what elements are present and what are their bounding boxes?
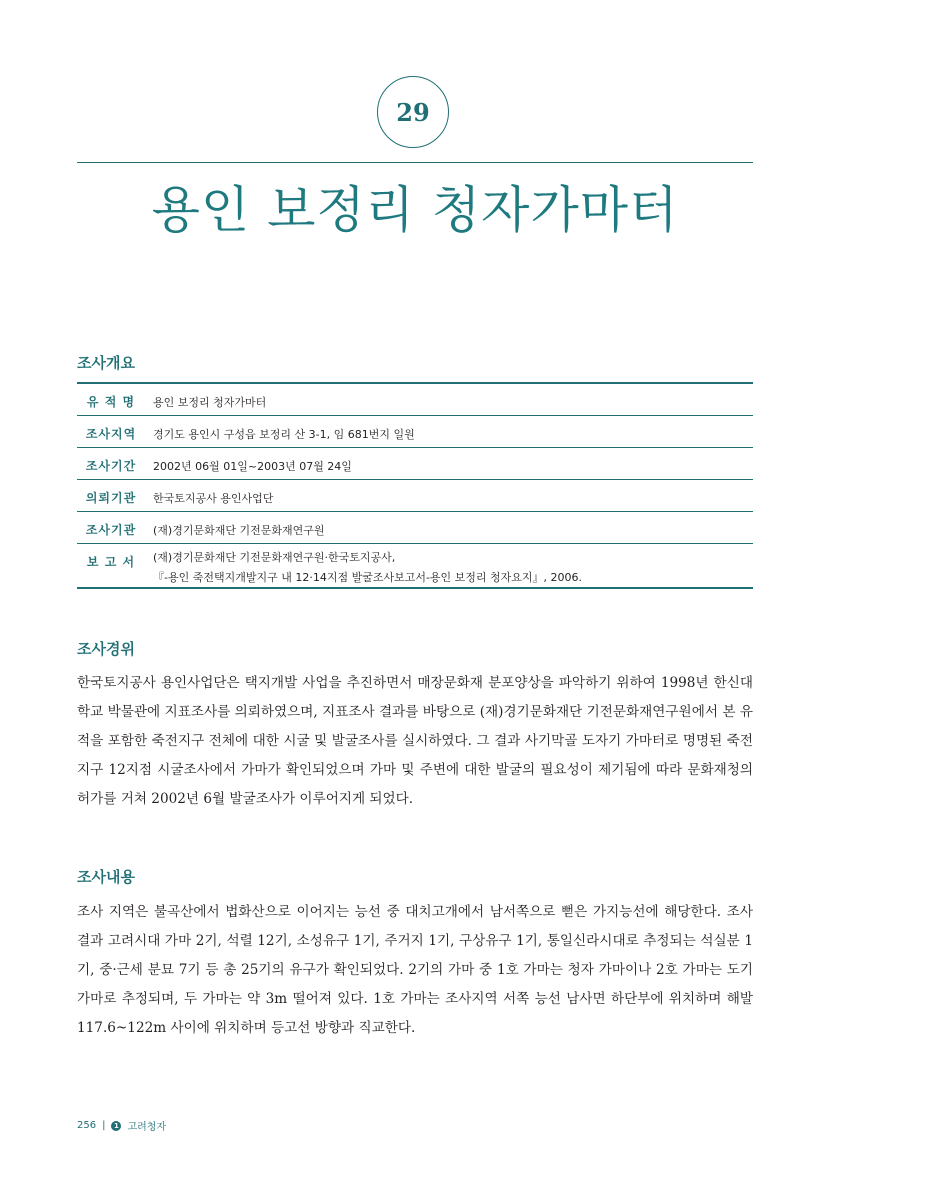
contents-heading: 조사내용 <box>77 868 135 886</box>
chapter-marker-icon: 1 <box>111 1121 121 1131</box>
chapter-number-badge: 29 <box>377 76 449 148</box>
background-paragraph: 한국토지공사 용인사업단은 택지개발 사업을 추진하면서 매장문화재 분포양상을 파악하기 위하여 1998년 한신대학교 박물관에 지표조사를 의뢰하였으며, 지표조사 결과를 바탕으로 (재)경기문화재단 기전문화재연구원에서 본 유적을 포함한 죽전지구 전체에 대한 시굴 및 발굴조사를 실시하였다. 그 결과 사기막골 도자기 가마터로 명명된 죽전지구 12지점 시굴조사에서 가마가 확인되었으며 가마 및 주변에 대한 발굴의 필요성이 제기됨에 따라 문화재청의 허가를 거쳐 2002년 6월 발굴조사가 이루어지게 되었다. <box>77 675 753 807</box>
table-row <box>77 480 753 512</box>
page-number: 256 <box>77 1120 97 1131</box>
chapter-title: 고려청자 <box>127 1122 167 1133</box>
row-label: 조사기관 <box>85 523 137 537</box>
table-row <box>77 512 753 544</box>
table-row <box>77 544 753 587</box>
table-row <box>77 384 753 416</box>
table-row <box>77 416 753 448</box>
contents-paragraph: 조사 지역은 불곡산에서 법화산으로 이어지는 능선 중 대치고개에서 남서쪽으로 뻗은 가지능선에 해당한다. 조사 결과 고려시대 가마 2기, 석렬 12기, 소성유구 1기, 주거지 1기, 구상유구 1기, 통일신라시대로 추정되는 석실분 1기, 중·근세 분묘 7기 등 총 25기의 유구가 확인되었다. 2기의 가마 중 1호 가마는 청자 가마이나 2호 가마는 도기 가마로 추정되며, 두 가마는 약 3m 떨어져 있다. 1호 가마는 조사지역 서쪽 능선 남사면 하단부에 위치하며 해발 117.6~122m 사이에 위치하며 등고선 방향과 직교한다. <box>77 904 753 1036</box>
report-line-2: 『-용인 죽전택지개발지구 내 12·14지점 발굴조사보고서-용인 보정리 청자요지』, 2006. <box>153 571 583 584</box>
background-heading: 조사경위 <box>77 640 135 658</box>
page-title: 용인 보정리 청자가마터 <box>151 181 679 239</box>
row-label: 조사기간 <box>85 459 137 473</box>
row-label: 보 고 서 <box>86 555 136 569</box>
row-label: 유 적 명 <box>86 395 136 409</box>
report-line-1: (재)경기문화재단 기전문화재연구원·한국토지공사, <box>153 551 396 564</box>
table-row <box>77 448 753 480</box>
page-footer <box>77 1118 166 1133</box>
row-value: 용인 보정리 청자가마터 <box>153 396 267 409</box>
overview-heading: 조사개요 <box>77 354 135 372</box>
row-label: 조사지역 <box>85 427 137 441</box>
overview-table <box>77 382 753 589</box>
row-value: (재)경기문화재단 기전문화재연구원 <box>153 524 325 537</box>
row-value <box>145 544 582 587</box>
footer-separator: | <box>102 1120 106 1131</box>
top-rule <box>77 162 753 163</box>
row-label: 의뢰기관 <box>85 491 137 505</box>
row-value: 2002년 06월 01일~2003년 07월 24일 <box>153 460 352 473</box>
row-value: 한국토지공사 용인사업단 <box>153 492 274 505</box>
row-value: 경기도 용인시 구성읍 보정리 산 3-1, 임 681번지 일원 <box>153 428 415 441</box>
